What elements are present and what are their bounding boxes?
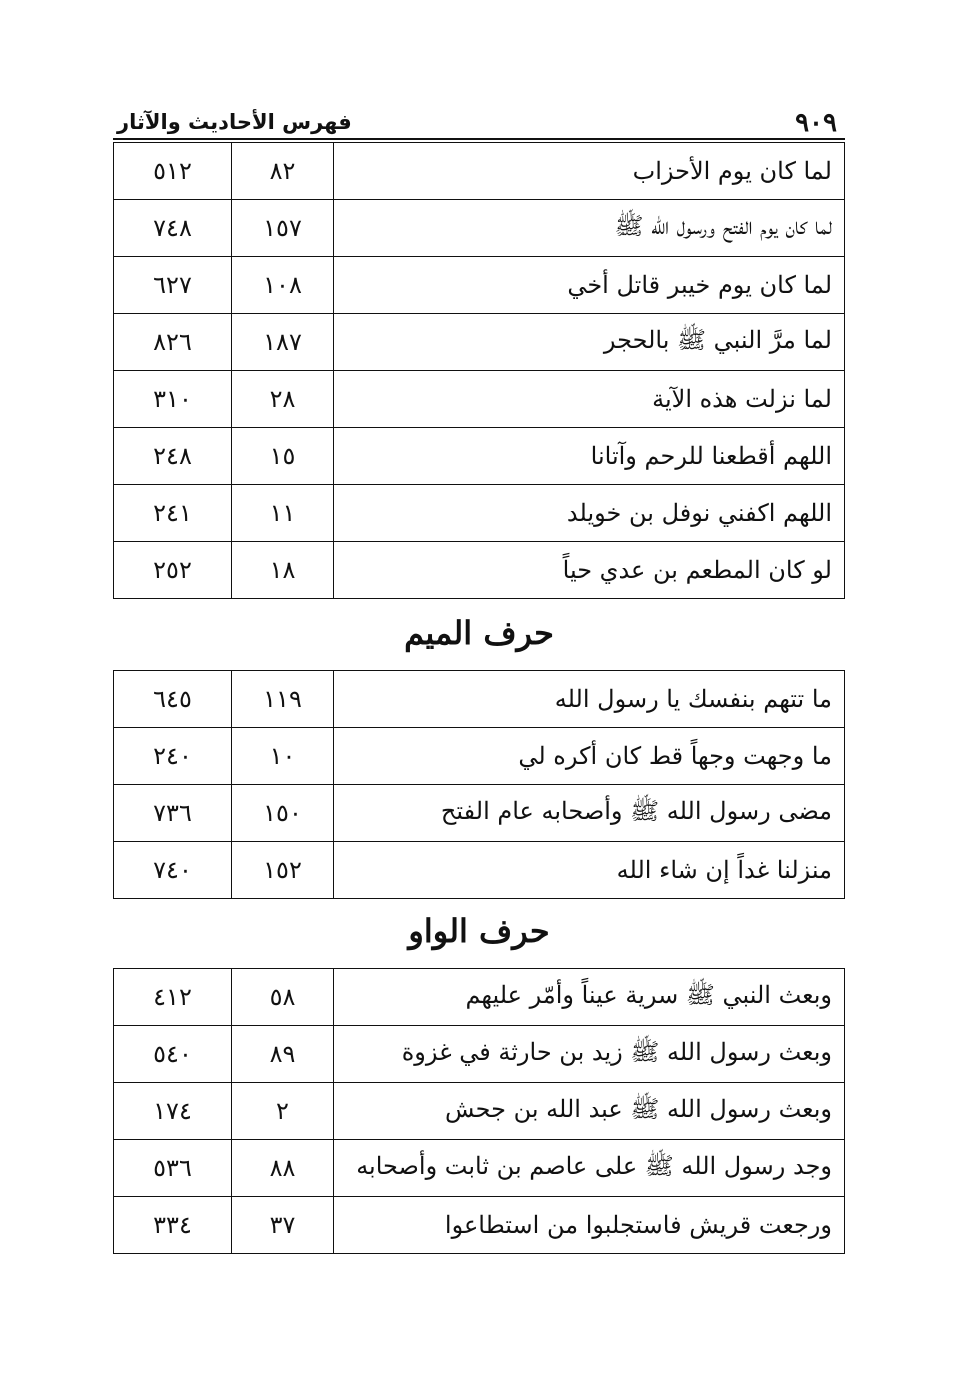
hadith-number: ١٥٠ — [232, 785, 334, 842]
hadith-text: مضى رسول الله ﷺ وأصحابه عام الفتح — [334, 785, 845, 842]
section-heading-waw: حرف الواو — [408, 912, 550, 950]
page-ref: ٣٣٤ — [114, 1197, 232, 1254]
hadith-text: لما مرَّ النبي ﷺ بالحجر — [334, 314, 845, 371]
hadith-number: ١٥٢ — [232, 842, 334, 899]
page-ref: ٦٤٥ — [114, 671, 232, 728]
table-row — [114, 1197, 845, 1254]
hadith-number: ١٠٨ — [232, 257, 334, 314]
hadith-text: لو كان المطعم بن عدي حياً — [334, 542, 845, 599]
page-ref: ٢٤٨ — [114, 428, 232, 485]
table-row — [114, 1140, 845, 1197]
hadith-number: ٣٧ — [232, 1197, 334, 1254]
hadith-text: ما تتهم بنفسك يا رسول الله — [334, 671, 845, 728]
page-ref: ٢٥٢ — [114, 542, 232, 599]
hadith-number: ٨٢ — [232, 143, 334, 200]
page-ref: ٧٤٠ — [114, 842, 232, 899]
hadith-text: وجد رسول الله ﷺ على عاصم بن ثابت وأصحابه — [334, 1140, 845, 1197]
table-row — [114, 485, 845, 542]
page-ref: ٥١٢ — [114, 143, 232, 200]
table-row — [114, 314, 845, 371]
section-heading-meem: حرف الميم — [404, 614, 554, 652]
hadith-text: وبعث رسول الله ﷺ زيد بن حارثة في غزوة — [334, 1026, 845, 1083]
hadith-number: ٥٨ — [232, 969, 334, 1026]
hadith-number: ١٥ — [232, 428, 334, 485]
hadith-number: ١١٩ — [232, 671, 334, 728]
page-ref: ٧٣٦ — [114, 785, 232, 842]
hadith-text: لما كان يوم الفتح ورسول الله ﷺ — [334, 200, 845, 257]
table-row — [114, 1083, 845, 1140]
table-row — [114, 428, 845, 485]
table-row — [114, 143, 845, 200]
hadith-number: ١١ — [232, 485, 334, 542]
index-table-meem — [113, 670, 845, 899]
hadith-text: لما نزلت هذه الآية — [334, 371, 845, 428]
hadith-text: وبعث رسول الله ﷺ عبد الله بن جحش — [334, 1083, 845, 1140]
hadith-number: ٢٨ — [232, 371, 334, 428]
hadith-text: ما وجهت وجهاً قط كان أكره لي — [334, 728, 845, 785]
page-header — [113, 108, 845, 140]
hadith-text: لما كان يوم الأحزاب — [334, 143, 845, 200]
page-ref: ٢٤١ — [114, 485, 232, 542]
hadith-text: وبعث النبي ﷺ سرية عيناً وأمّر عليهم — [334, 969, 845, 1026]
page-ref: ٥٣٦ — [114, 1140, 232, 1197]
table-row — [114, 842, 845, 899]
table-row — [114, 785, 845, 842]
hadith-text: ورجعت قريش فاستجلبوا من استطاعوا — [334, 1197, 845, 1254]
table-row — [114, 542, 845, 599]
page-ref: ٥٤٠ — [114, 1026, 232, 1083]
table-row — [114, 671, 845, 728]
page-ref: ٢٤٠ — [114, 728, 232, 785]
hadith-text: لما كان يوم خيبر قاتل أخي — [334, 257, 845, 314]
table-row — [114, 257, 845, 314]
page-ref: ٣١٠ — [114, 371, 232, 428]
hadith-text: اللهم أقطعنا للرحم وآتانا — [334, 428, 845, 485]
index-table-waw — [113, 968, 845, 1254]
hadith-number: ١٥٧ — [232, 200, 334, 257]
page-ref: ٦٢٧ — [114, 257, 232, 314]
hadith-number: ٨٨ — [232, 1140, 334, 1197]
page-ref: ١٧٤ — [114, 1083, 232, 1140]
table-row — [114, 200, 845, 257]
table-row — [114, 728, 845, 785]
table-row — [114, 969, 845, 1026]
hadith-number: ٨٩ — [232, 1026, 334, 1083]
hadith-number: ١٨ — [232, 542, 334, 599]
page-ref: ٧٤٨ — [114, 200, 232, 257]
page-ref: ٨٢٦ — [114, 314, 232, 371]
hadith-number: ١٠ — [232, 728, 334, 785]
index-table-lam — [113, 142, 845, 599]
running-title: فهرس الأحاديث والآثار — [117, 110, 352, 134]
page-number: ٩٠٩ — [795, 108, 837, 138]
hadith-text: منزلنا غداً إن شاء الله — [334, 842, 845, 899]
table-row — [114, 371, 845, 428]
page-ref: ٤١٢ — [114, 969, 232, 1026]
hadith-number: ٢ — [232, 1083, 334, 1140]
table-row — [114, 1026, 845, 1083]
hadith-number: ١٨٧ — [232, 314, 334, 371]
hadith-text: اللهم اكفني نوفل بن خويلد — [334, 485, 845, 542]
